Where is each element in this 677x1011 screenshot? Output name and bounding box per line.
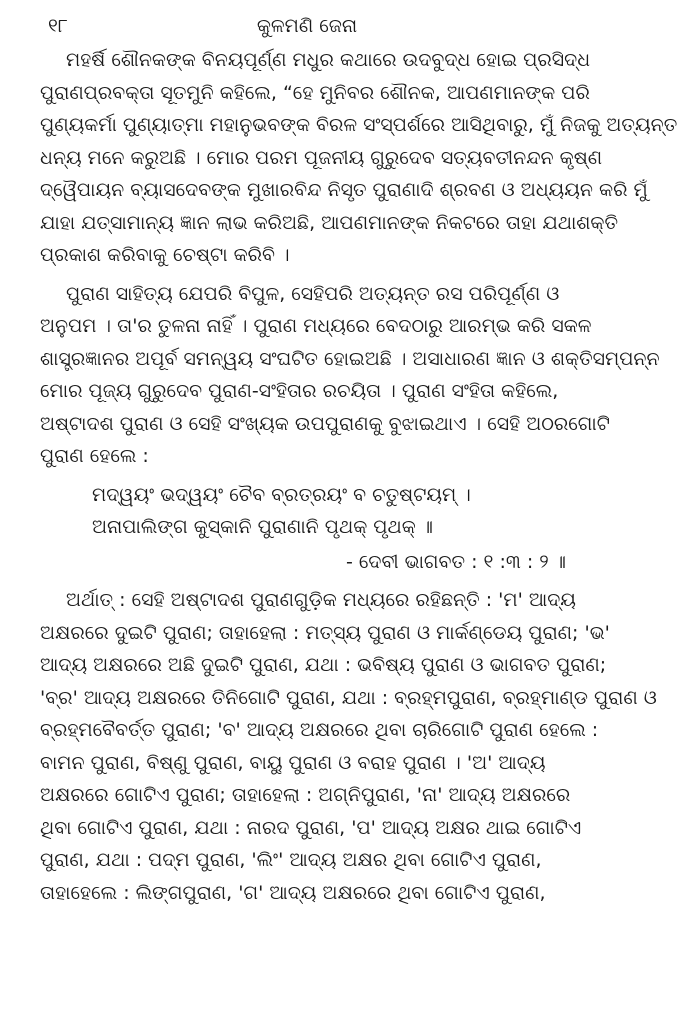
text-line: 'ବ୍ର' ଆଦ୍ୟ ଅକ୍ଷରରେ ତିନିଗୋଟି ପୁରାଣ, ଯଥା : ବ୍ରହ୍ମପୁରାଣ, ବ୍ରହ୍ମାଣ୍ଡ ପୁରାଣ ଓ xyxy=(40,686,657,709)
text-line: ଥିବା ଗୋଟିଏ ପୁରାଣ, ଯଥା : ନାରଦ ପୁରାଣ, 'ପ' ଆଦ୍ୟ ଅକ୍ଷର ଥାଇ ଗୋଟିଏ xyxy=(40,816,582,839)
text-line: ଅକ୍ଷରରେ ଗୋଟିଏ ପୁରାଣ; ତାହାହେଲା : ଅଗ୍ନିପୁରାଣ, 'ନା' ଆଦ୍ୟ ଅକ୍ଷରରେ xyxy=(40,784,571,806)
verse-line: ଅନାପାଲିଙ୍ଗ କୁସ୍କାନି ପୁରାଣାନି ପୃଥକ୍ ପୃଥକ୍ ॥ xyxy=(92,516,434,538)
text-line: ବାମନ ପୁରାଣ, ବିଷ୍ଣୁ ପୁରାଣ, ବାୟୁ ପୁରାଣ ଓ ବରାହ ପୁରାଣ । 'ଅ' ଆଦ୍ୟ xyxy=(40,751,546,774)
paragraph-2 xyxy=(40,278,660,473)
text-line: ଦ୍ୱୈପାୟନ ବ୍ୟାସଦେବଙ୍କ ମୁଖାରବିନ୍ଦ ନିସୃତ ପୁରାଣାଦି ଶ୍ରବଣ ଓ ଅଧ୍ୟୟନ କରି ମୁଁ xyxy=(40,179,648,201)
text-line: ପୁରାଣ ସାହିତ୍ୟ ଯେପରି ବିପୁଳ, ସେହିପରି ଅତ୍ୟନ୍ତ ରସ ପରିପୂର୍ଣ୍ଣ ଓ xyxy=(66,282,560,305)
text-line: ଅନୁପମ । ତା'ର ତୁଳନା ନାହିଁ । ପୁରାଣ ମଧ୍ୟରେ ବେଦଠାରୁ ଆରମ୍ଭ କରି ସକଳ xyxy=(40,315,592,337)
sanskrit-verse xyxy=(40,479,574,544)
text-line: ଆଦ୍ୟ ଅକ୍ଷରରେ ଅଛି ଦୁଇଟି ପୁରାଣ, ଯଥା : ଭବିଷ୍ୟ ପୁରାଣ ଓ ଭାଗବତ ପୁରାଣ; xyxy=(40,654,607,676)
text-line: ଧନ୍ୟ ମନେ କରୁଅଛି । ମୋର ପରମ ପୂଜନୀୟ ଗୁରୁଦେବ ସତ୍ୟବତୀନନ୍ଦନ କୃଷ୍ଣ xyxy=(40,146,603,169)
running-title: କୁଳମଣି ଜେନା xyxy=(256,15,358,37)
page-number: ୧୮ xyxy=(48,15,68,37)
page-header xyxy=(40,8,574,44)
text-line: ତାହାହେଲେ : ଲିଙ୍ଗପୁରାଣ, 'ଗ' ଆଦ୍ୟ ଅକ୍ଷରରେ ଥିବା ଗୋଟିଏ ପୁରାଣ, xyxy=(40,881,546,904)
text-line: ପୁଣ୍ୟକର୍ମା ପୁଣ୍ୟାତ୍ମା ମହାନୁଭବଙ୍କ ବିରଳ ସଂସ୍ପର୍ଶରେ ଆସିଥିବାରୁ, ମୁଁ ନିଜକୁ ଅତ୍ୟନ୍ତ xyxy=(40,114,677,136)
text-line: ଅଷ୍ଟାଦଶ ପୁରାଣ ଓ ସେହି ସଂଖ୍ୟକ ଉପପୁରାଣକୁ ବୁଝାଇଥାଏ । ସେହି ଅଠରଗୋଟି xyxy=(40,412,610,435)
paragraph-3 xyxy=(40,584,657,909)
paragraph-1 xyxy=(40,44,677,272)
verse-line: ମଦ୍ୱୟଂ ଭଦ୍ୱୟଂ ଚୈବ ବ୍ରତ୍ରୟଂ ବ ଚତୁଷ୍ଟୟମ୍ । xyxy=(92,483,471,506)
text-line: ଶାସ୍ତ୍ରଜ୍ଞାନର ଅପୂର୍ବ ସମନ୍ୱୟ ସଂଘଟିତ ହୋଇଅଛି । ଅସାଧାରଣ ଜ୍ଞାନ ଓ ଶକ୍ତିସମ୍ପନ୍ନ xyxy=(40,347,660,370)
text-line: ବ୍ରହ୍ମବୈବର୍ତ୍ତ ପୁରାଣ; 'ବ' ଆଦ୍ୟ ଅକ୍ଷରରେ ଥିବା ଚାରିଗୋଟି ପୁରାଣ ହେଲେ : xyxy=(40,719,599,741)
text-line: ପୁରାଣ ହେଲେ : xyxy=(40,445,149,467)
text-line: ପ୍ରକାଶ କରିବାକୁ ଚେଷ୍ଟା କରିବି । xyxy=(40,244,290,266)
text-line: ମହର୍ଷି ଶୌନକଙ୍କ ବିନୟପୂର୍ଣ୍ଣ ମଧୁର କଥାରେ ଉଦବୁଦ୍ଧ ହୋଇ ପ୍ରସିଦ୍ଧ xyxy=(66,49,591,71)
verse-citation: - ଦେବୀ ଭାଗବତ : ୧ :୩ : ୨ ॥ xyxy=(346,550,566,573)
text-line: ଅର୍ଥାତ୍ : ସେହି ଅଷ୍ଟାଦଶ ପୁରାଣଗୁଡ଼ିକ ମଧ୍ୟରେ ରହିଛନ୍ତି : 'ମ' ଆଦ୍ୟ xyxy=(66,589,576,611)
body-text xyxy=(40,44,677,909)
text-line: ପୁରାଣପ୍ରବକ୍ତା ସୂତମୁନି କହିଲେ, “ହେ ମୁନିବର ଶୌନକ, ଆପଣମାନଙ୍କ ପରି xyxy=(40,81,590,104)
text-line: ଯାହା ଯତ୍‌ସାମାନ୍ୟ ଜ୍ଞାନ ଲାଭ କରିଅଛି, ଆପଣମାନଙ୍କ ନିକଟରେ ତାହା ଯଥାଶକ୍ତି xyxy=(40,211,619,234)
text-line: ଅକ୍ଷରରେ ଦୁଇଟି ପୁରାଣ; ତାହାହେଲା : ମତ୍ସ୍ୟ ପୁରାଣ ଓ ମାର୍କଣ୍ଡେୟ ପୁରାଣ; 'ଭ' xyxy=(40,621,610,644)
text-line: ପୁରାଣ, ଯଥା : ପଦ୍ମ ପୁରାଣ, 'ଲିଂ' ଆଦ୍ୟ ଅକ୍ଷର ଥିବା ଗୋଟିଏ ପୁରାଣ, xyxy=(40,849,542,871)
text-line: ମୋର ପୂଜ୍ୟ ଗୁରୁଦେବ ପୁରାଣ-ସଂହିତାର ରଚୟିତା । ପୁରାଣ ସଂହିତା କହିଲେ, xyxy=(40,380,559,402)
